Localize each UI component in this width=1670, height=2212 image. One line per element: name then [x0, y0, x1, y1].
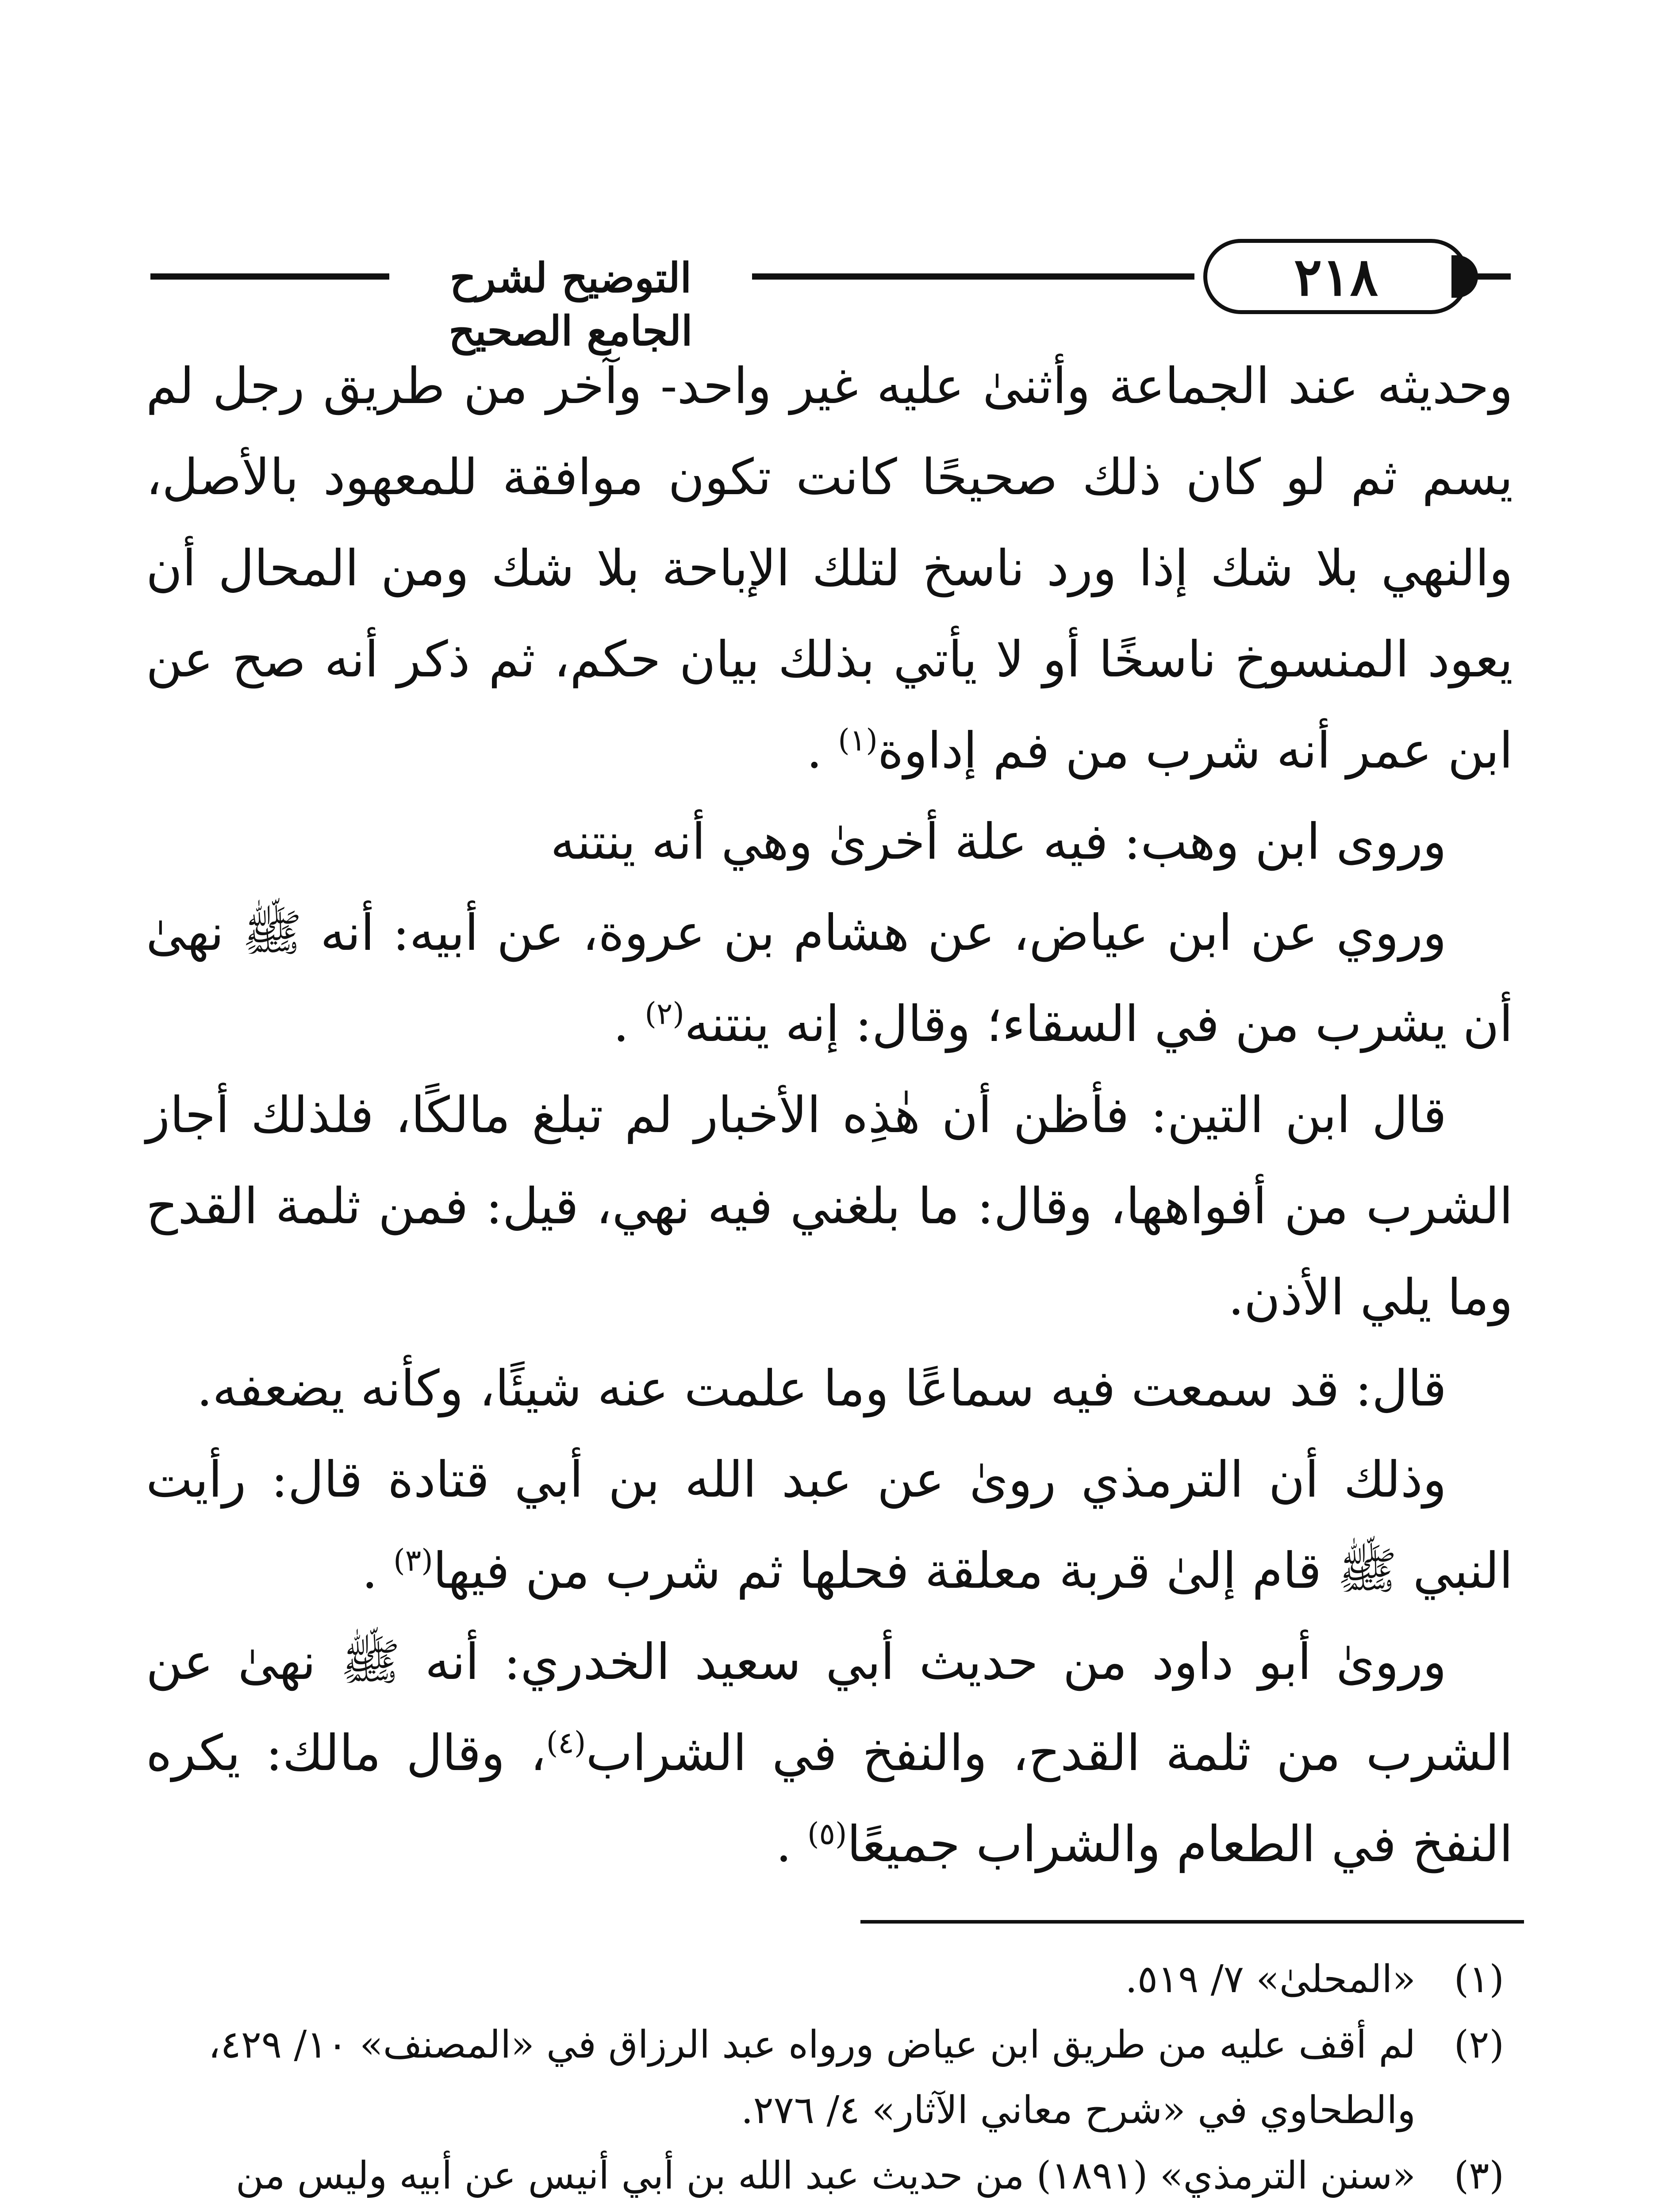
footnote-ref: (٤) [546, 1725, 586, 1761]
header-rule-middle [752, 273, 1194, 280]
paragraph-text: قال ابن التين: فأظن أن هٰذِه الأخبار لم تبلغ مالكًا، فلذلك أجاز الشرب من أفواهها، وقال: ما بلغني فيه نهي، قيل: فمن ثلمة القدح وما يلي الأذن. [146, 1087, 1513, 1326]
footnote-number: (٢) [1454, 2023, 1504, 2067]
footnote-separator [860, 1920, 1524, 1924]
page-header [150, 239, 1511, 355]
footnote-number: (٣) [1454, 2154, 1504, 2198]
page-number: ٢١٨ [1294, 246, 1378, 307]
footnote-number: (١) [1454, 1957, 1504, 2001]
footnote [146, 2012, 1513, 2143]
footnote [146, 2143, 1513, 2212]
paragraph-text: وروي عن ابن عياض، عن هشام بن عروة، عن أبيه: أنه ﷺ نهىٰ أن يشرب من في السقاء؛ وقال: إنه ينتنه [146, 904, 1513, 1053]
footnote-text: «المحلىٰ» ٧/ ٥١٩. [1125, 1957, 1416, 2001]
paragraph [146, 796, 1513, 887]
paragraph [146, 1070, 1513, 1343]
footnote [146, 1947, 1513, 2012]
paragraph: وذلك أن الترمذي روىٰ عن عبد الله بن أبي قتادة قال: رأيت النبي ﷺ قام إلىٰ قربة معلقة فحلها ثم شرب من فيها$^{(٣)}$ . [146, 1451, 1513, 1600]
footnote-ref: (٣) [393, 1543, 433, 1578]
footnotes [146, 1947, 1513, 2212]
paragraph: ورویٰ أبو داود من حديث أبي سعيد الخدري: أنه ﷺ نهىٰ عن الشرب من ثلمة القدح، والنفخ في الشراب$^{(٤)}$، وقال مالك: يكره النفخ في الطعام والشراب جميعًا$^{(٥)}$ . [146, 1633, 1513, 1873]
header-rule-left [150, 273, 389, 280]
paragraph [146, 1343, 1513, 1434]
paragraph-text: ، وقال مالك: يكره النفخ في الطعام والشراب جميعًا [146, 1724, 1513, 1873]
footnote-ref: (١) [838, 723, 878, 758]
footnote-ref: (٢) [645, 996, 684, 1032]
paragraph-text: وحديثه عند الجماعة وأثنىٰ عليه غير واحد- وآخر من طريق رجل لم يسم ثم لو كان ذلك صحيحًا كانت تكون موافقة للمعهود بالأصل، والنهي بلا شك إذا ورد ناسخ لتلك الإباحة بلا شك ومن المحال أن يعود المنسوخ ناسخًا أو لا يأتي بذلك بيان حكم، ثم ذكر أنه صح عن ابن عمر أنه شرب من فم إداوة [146, 357, 1513, 780]
paragraph-text: ورویٰ أبو داود من حديث أبي سعيد الخدري: أنه ﷺ نهىٰ عن الشرب من ثلمة القدح، والنفخ في الشراب [146, 1633, 1513, 1782]
main-text [146, 341, 1513, 1890]
footnote-text: «سنن الترمذي» (١٨٩١) من حديث عبد الله بن أبي أنيس عن أبيه وليس من [235, 2154, 1416, 2198]
footnote-text: لم أقف عليه من طريق ابن عياض ورواه عبد الرزاق في «المصنف» ١٠/ ٤٢٩، والطحاوي في «شرح معاني الآثار» ٤/ ٢٧٦. [208, 2023, 1416, 2132]
running-title: التوضيح لشرح الجامع الصحيح [449, 254, 693, 355]
paragraph-text: وذلك أن الترمذي روىٰ عن عبد الله بن أبي قتادة قال: رأيت النبي ﷺ قام إلىٰ قربة معلقة فحلها ثم شرب من فيها [146, 1451, 1513, 1600]
footnote-ref: (٥) [807, 1816, 847, 1852]
paragraph: وروي عن ابن عياض، عن هشام بن عروة، عن أبيه: أنه ﷺ نهىٰ أن يشرب من في السقاء؛ وقال: إنه ينتنه$^{(٢)}$ . [146, 904, 1513, 1053]
paragraph-text: وروى ابن وهب: فيه علة أخرىٰ وهي أنه ينتنه [550, 813, 1447, 871]
paragraph-text: قال: قد سمعت فيه سماعًا وما علمت عنه شيئًا، وكأنه يضعفه. [196, 1360, 1447, 1417]
page-number-badge [1203, 239, 1469, 314]
header-rule-right [1473, 273, 1511, 280]
paragraph: وحديثه عند الجماعة وأثنىٰ عليه غير واحد- وآخر من طريق رجل لم يسم ثم لو كان ذلك صحيحًا كانت تكون موافقة للمعهود بالأصل، والنهي بلا شك إذا ورد ناسخ لتلك الإباحة بلا شك ومن المحال أن يعود المنسوخ ناسخًا أو لا يأتي بذلك بيان حكم، ثم ذكر أنه صح عن ابن عمر أنه شرب من فم إداوة$^{(١)}$ . [146, 357, 1513, 780]
